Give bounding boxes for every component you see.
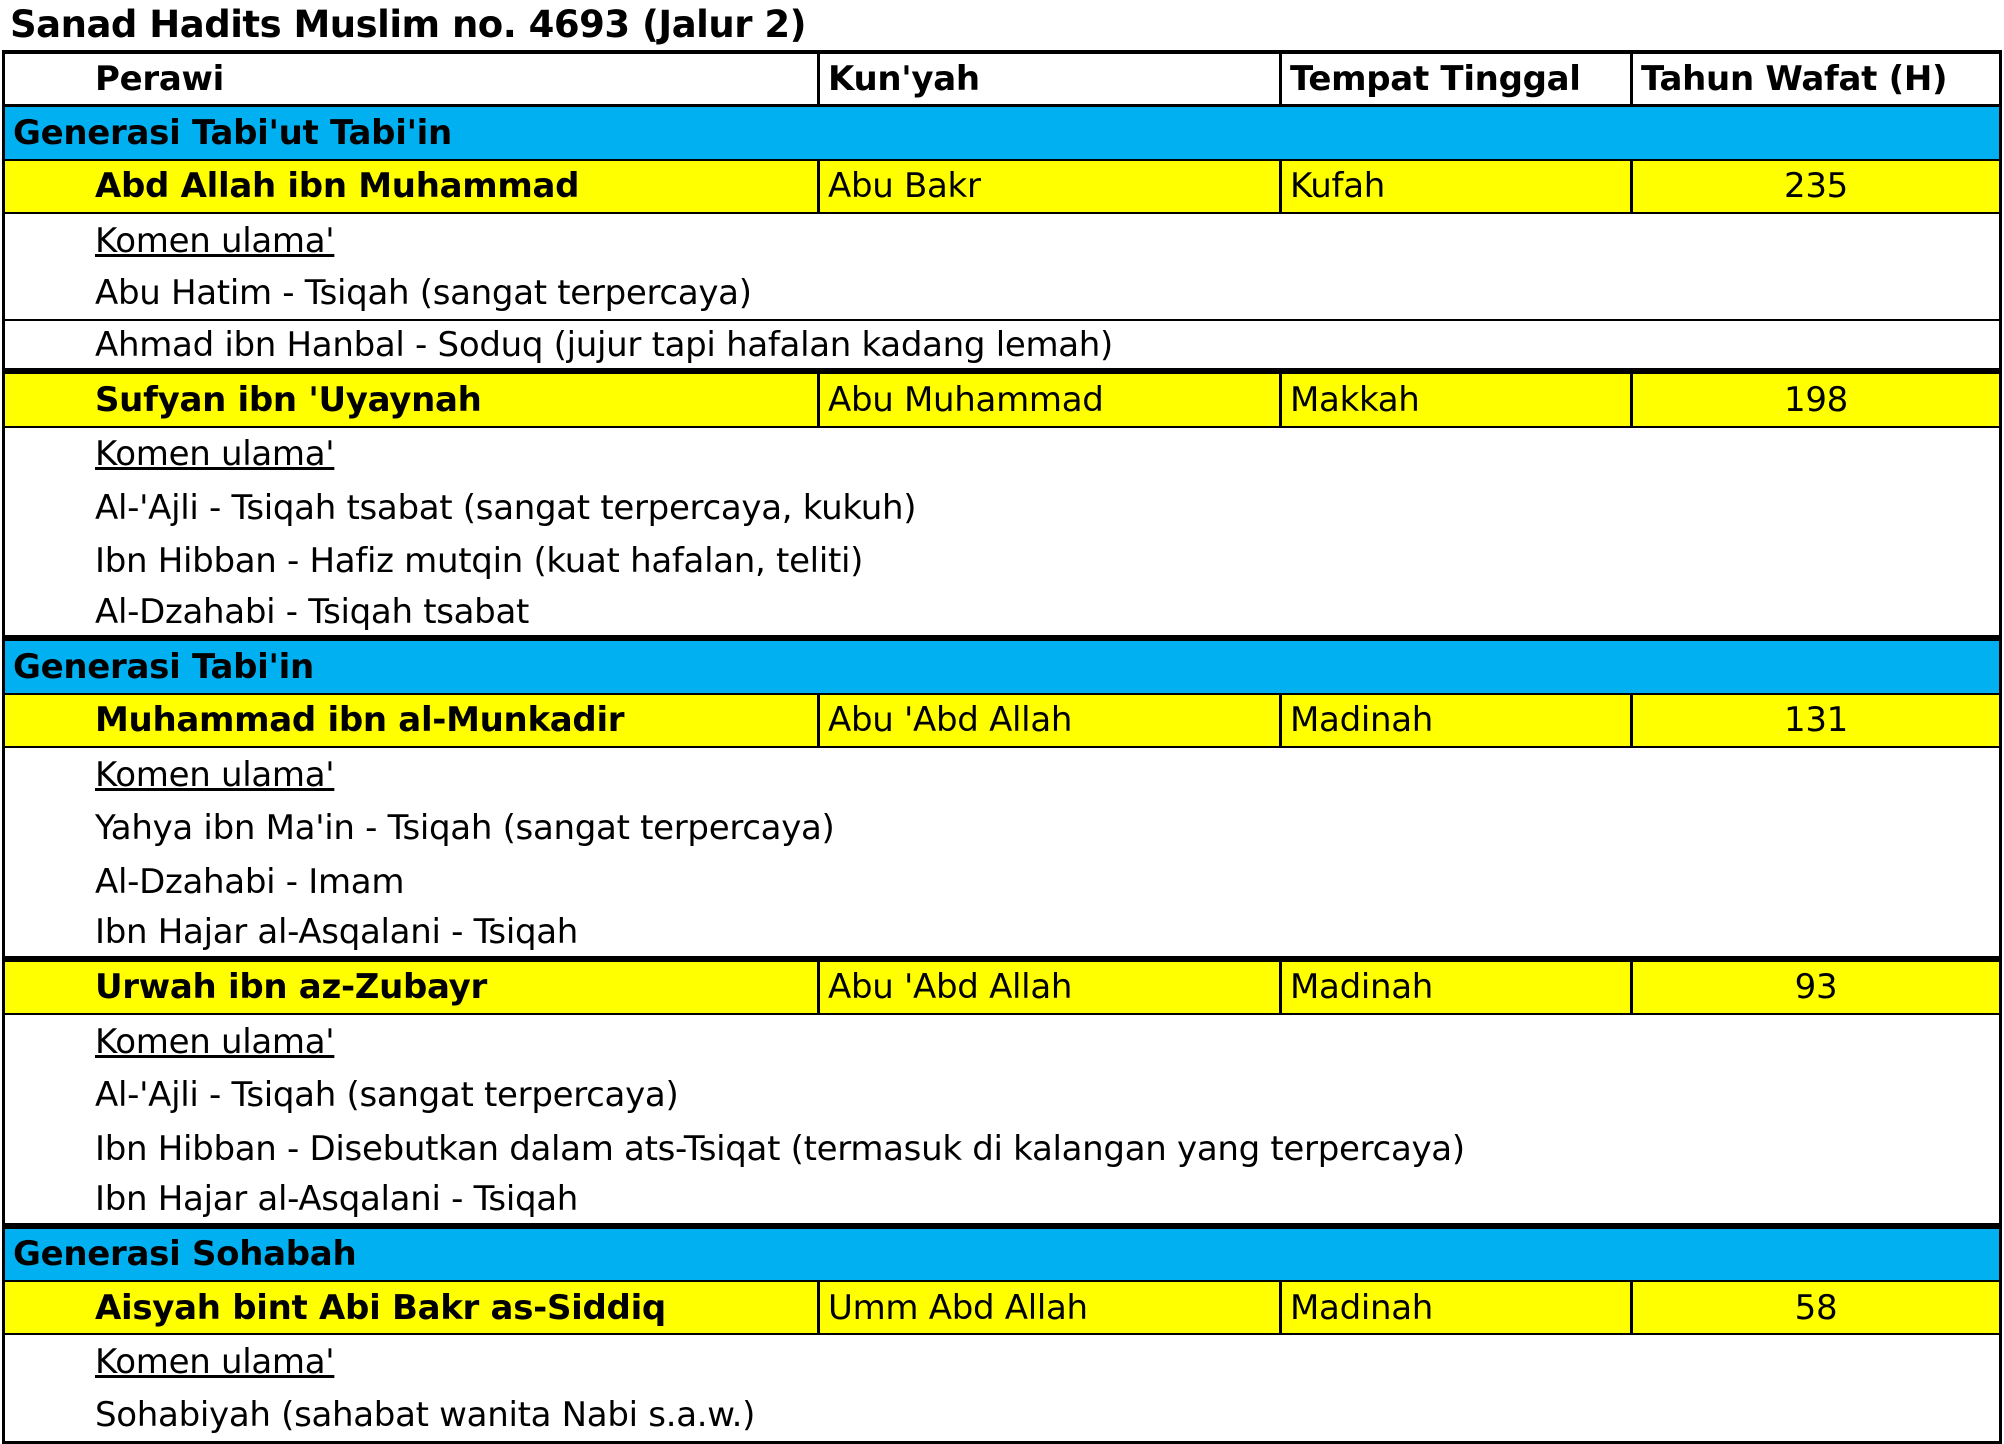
comment-heading-row [5, 428, 1999, 481]
narrator-name: Urwah ibn az-Zubayr [95, 967, 487, 1008]
narrator-row [5, 695, 1999, 748]
comment-heading-row [5, 1015, 1999, 1068]
narrator-wafat: 58 [1630, 1282, 1999, 1333]
narrator-kunyah: Abu 'Abd Allah [817, 695, 1279, 746]
narrator-name: Abd Allah ibn Muhammad [95, 166, 580, 207]
comment-row: Al-Dzahabi - Tsiqah tsabat [5, 588, 1999, 641]
header-kunyah: Kun'yah [817, 54, 1279, 104]
comment-row: Al-'Ajli - Tsiqah tsabat (sangat terpercaya, kukuh) [95, 487, 917, 528]
comment-heading: Komen ulama' [95, 220, 335, 261]
comment-row: Sohabiyah (sahabat wanita Nabi s.a.w.) [95, 1395, 756, 1436]
comment-heading: Komen ulama' [95, 434, 335, 475]
header-perawi: Perawi [95, 59, 224, 100]
narrator-tempat: Kufah [1279, 161, 1630, 212]
comment-row: Ibn Hibban - Disebutkan dalam ats-Tsiqat (termasuk di kalangan yang terpercaya) [95, 1128, 1465, 1169]
narrator-kunyah: Abu Bakr [817, 161, 1279, 212]
narrator-kunyah: Abu 'Abd Allah [817, 962, 1279, 1013]
narrator-wafat: 235 [1630, 161, 1999, 212]
narrator-tempat: Makkah [1279, 374, 1630, 425]
narrator-row [5, 161, 1999, 214]
comment-row: Al-'Ajli - Tsiqah (sangat terpercaya) [95, 1075, 679, 1116]
narrator-row [5, 374, 1999, 427]
comment-row: Abu Hatim - Tsiqah (sangat terpercaya) [5, 268, 1999, 321]
generation-row: Generasi Tabi'in [5, 641, 1999, 694]
narrator-row [5, 1282, 1999, 1335]
narrator-name: Sufyan ibn 'Uyaynah [95, 380, 482, 421]
comment-row: Ahmad ibn Hanbal - Soduq (jujur tapi hafalan kadang lemah) [5, 321, 1999, 374]
sanad-table [2, 50, 2002, 1444]
narrator-tempat: Madinah [1279, 962, 1630, 1013]
comment-row: Ibn Hibban - Hafiz mutqin (kuat hafalan, teliti) [95, 541, 864, 582]
narrator-wafat: 93 [1630, 962, 1999, 1013]
generation-row: Generasi Tabi'ut Tabi'in [5, 107, 1999, 160]
comment-heading: Komen ulama' [95, 754, 335, 795]
narrator-tempat: Madinah [1279, 695, 1630, 746]
comment-row: Yahya ibn Ma'in - Tsiqah (sangat terpercaya) [95, 808, 835, 849]
narrator-name: Muhammad ibn al-Munkadir [95, 700, 625, 741]
generation-row: Generasi Sohabah [5, 1229, 1999, 1282]
narrator-row [5, 962, 1999, 1015]
page-title: Sanad Hadits Muslim no. 4693 (Jalur 2) [10, 3, 806, 46]
narrator-wafat: 198 [1630, 374, 1999, 425]
comment-heading-row [5, 1335, 1999, 1388]
comment-row: Al-Dzahabi - Imam [95, 861, 405, 902]
narrator-tempat: Madinah [1279, 1282, 1630, 1333]
narrator-name: Aisyah bint Abi Bakr as-Siddiq [95, 1287, 666, 1328]
table-header-row [5, 54, 1999, 107]
narrator-kunyah: Umm Abd Allah [817, 1282, 1279, 1333]
header-tempat-tinggal: Tempat Tinggal [1279, 54, 1630, 104]
comment-row: Ibn Hajar al-Asqalani - Tsiqah [5, 1175, 1999, 1228]
comment-heading: Komen ulama' [95, 1021, 335, 1062]
narrator-wafat: 131 [1630, 695, 1999, 746]
comment-heading-row [5, 748, 1999, 801]
header-tahun-wafat: Tahun Wafat (H) [1630, 54, 1999, 104]
comment-heading-row [5, 214, 1999, 267]
narrator-kunyah: Abu Muhammad [817, 374, 1279, 425]
comment-row: Ibn Hajar al-Asqalani - Tsiqah [5, 908, 1999, 961]
comment-heading: Komen ulama' [95, 1342, 335, 1383]
